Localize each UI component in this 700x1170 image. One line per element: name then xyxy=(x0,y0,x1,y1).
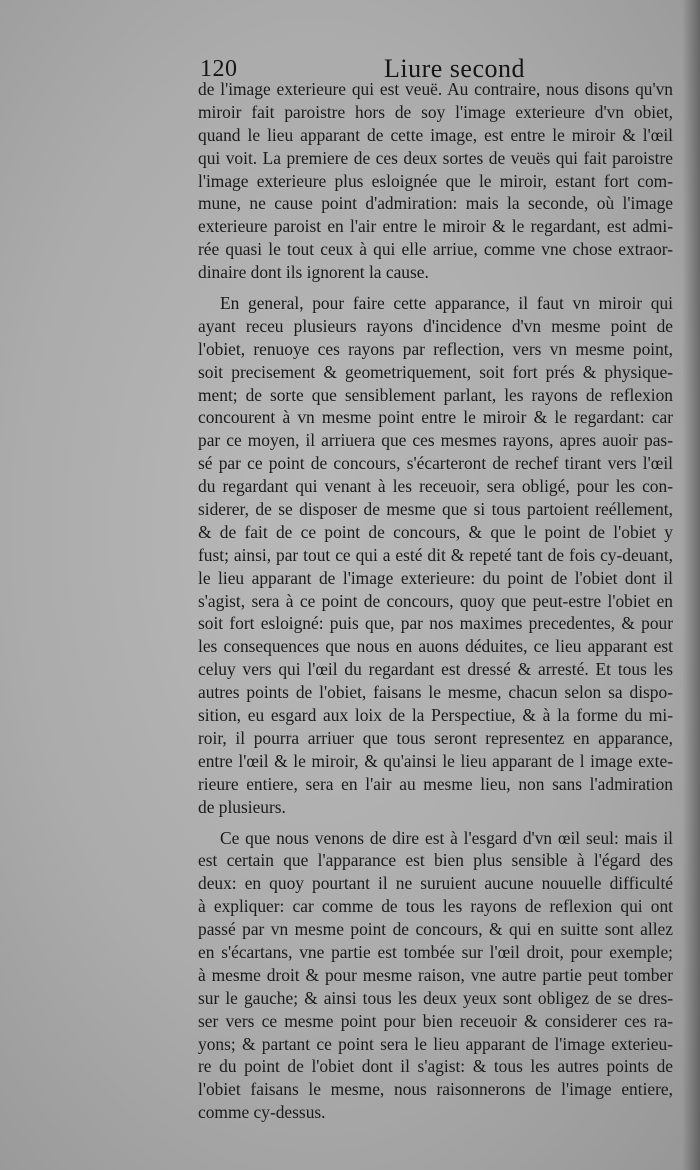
text-line: sition, eu esgard aux loix de la Perspectiue, & à la forme du mi- xyxy=(198,705,673,726)
text-line: ayant receu plusieurs rayons d'incidence d'vn mesme point de xyxy=(198,315,673,336)
paragraph xyxy=(198,78,673,284)
text-line: de l'image exterieure qui est veuë. Au contraire, nous disons qu'vn xyxy=(198,79,673,99)
text-line: à expliquer: car comme de tous les rayons de reflexion qui ont xyxy=(198,896,673,917)
text-line: l'obiet, renuoye ces rayons par reflection, vers vn mesme point, xyxy=(198,338,673,359)
text-line: En general, pour faire cette apparance, il faut vn miroir qui xyxy=(220,293,673,314)
paragraph-gap xyxy=(198,284,673,292)
text-line: celuy vers qui l'œil du regardant est dressé & arresté. Et tous les xyxy=(198,659,673,680)
text-line: rée quasi le tout ceux à qui elle arriue, comme vne chose extraor- xyxy=(198,239,673,260)
text-line: passé par vn mesme point de concours, & qui en suitte sont allez xyxy=(198,919,673,940)
text-line: comme cy-dessus. xyxy=(198,1102,326,1123)
text-line: soit fort esloigné: puis que, par nos maximes precedentes, & pour xyxy=(198,613,673,634)
text-line: deux: en quoy pourtant il ne suruient aucune nouuelle difficulté xyxy=(198,873,673,894)
text-line: fust; ainsi, par tout ce qui a esté dit & repeté tant de fois cy-deuant, xyxy=(198,544,673,565)
text-line: dinaire dont ils ignorent la cause. xyxy=(198,262,429,283)
text-line: l'obiet faisans le mesme, nous raisonnerons de l'image entiere, xyxy=(198,1079,673,1100)
text-line: roir, il pourra arriuer que tous seront representez en apparance, xyxy=(198,727,673,748)
text-line: ment; de sorte que sensiblement parlant, les rayons de reflexion xyxy=(198,384,673,405)
text-line: mune, ne cause point d'admiration: mais la seconde, où l'image xyxy=(198,193,673,214)
text-line: par ce moyen, il arriuera que ces mesmes rayons, apres auoir pas- xyxy=(198,430,673,451)
body-text xyxy=(198,78,673,1124)
text-line: Ce que nous venons de dire est à l'esgard d'vn œil seul: mais il xyxy=(220,827,673,848)
text-line: l'image exterieure plus esloignée que le miroir, estant fort com- xyxy=(198,170,673,191)
text-line: re du point de l'obiet dont il s'agist: & tous les autres points de xyxy=(198,1056,673,1077)
text-line: rieure entiere, sera en l'air au mesme lieu, non sans l'admiration xyxy=(198,773,673,794)
text-line: siderer, de se disposer de mesme que si tous partoient reéllement, xyxy=(198,499,673,520)
text-line: entre l'œil & le miroir, & qu'ainsi le lieu apparant de l image exte- xyxy=(198,750,673,771)
paragraph xyxy=(198,292,673,818)
text-line: ser vers ce mesme point pour bien receuoir & considerer ces ra- xyxy=(198,1010,673,1031)
text-line: autres points de l'obiet, faisans le mesme, chacun selon sa dispo- xyxy=(198,682,673,703)
text-line: quand le lieu apparant de cette image, est entre le miroir & l'œil xyxy=(198,124,673,145)
text-line: de plusieurs. xyxy=(198,796,286,817)
text-line: qui voit. La premiere de ces deux sortes de veuës qui fait paroistre xyxy=(198,147,673,168)
text-line: sé par ce point de concours, s'écarteront de rechef tirant vers l'œil xyxy=(198,453,673,474)
text-line: sur le gauche; & ainsi tous les deux yeux sont obligez de se dres- xyxy=(198,987,673,1008)
text-line: yons; & partant ce point sera le lieu apparant de l'image exterieu- xyxy=(198,1033,673,1054)
text-line: & de fait de ce point de concours, & que le point de l'obiet y xyxy=(198,521,673,542)
text-line: le lieu apparant de l'image exterieure: du point de l'obiet dont il xyxy=(198,567,673,588)
text-line: soit precisement & geometriquement, soit fort prés & physique- xyxy=(198,361,673,382)
text-line: à mesme droit & pour mesme raison, vne autre partie peut tomber xyxy=(198,964,673,985)
text-line: concourent à vn mesme point entre le miroir & le regardant: car xyxy=(198,407,673,428)
text-line: exterieure paroist en l'air entre le miroir & le regardant, est admi- xyxy=(198,216,673,237)
text-line: miroir fait paroistre hors de soy l'image exterieure d'vn obiet, xyxy=(198,101,673,122)
running-head: Liure second xyxy=(384,54,526,83)
text-line: s'agist, sera à ce point de concours, quoy que peut-estre l'obiet en xyxy=(198,590,673,611)
text-line: du regardant qui venant à les receuoir, sera obligé, pour les con- xyxy=(198,476,673,497)
page-number: 120 xyxy=(200,56,238,82)
text-line: les consequences que nous en auons déduites, ce lieu apparant est xyxy=(198,636,673,657)
text-line: en s'écartans, vne partie est tombée sur l'œil droit, pour exemple; xyxy=(198,941,673,962)
paragraph xyxy=(198,827,673,1125)
paragraph-gap xyxy=(198,819,673,827)
text-line: est certain que l'apparance est bien plus sensible à l'égard des xyxy=(198,850,673,871)
